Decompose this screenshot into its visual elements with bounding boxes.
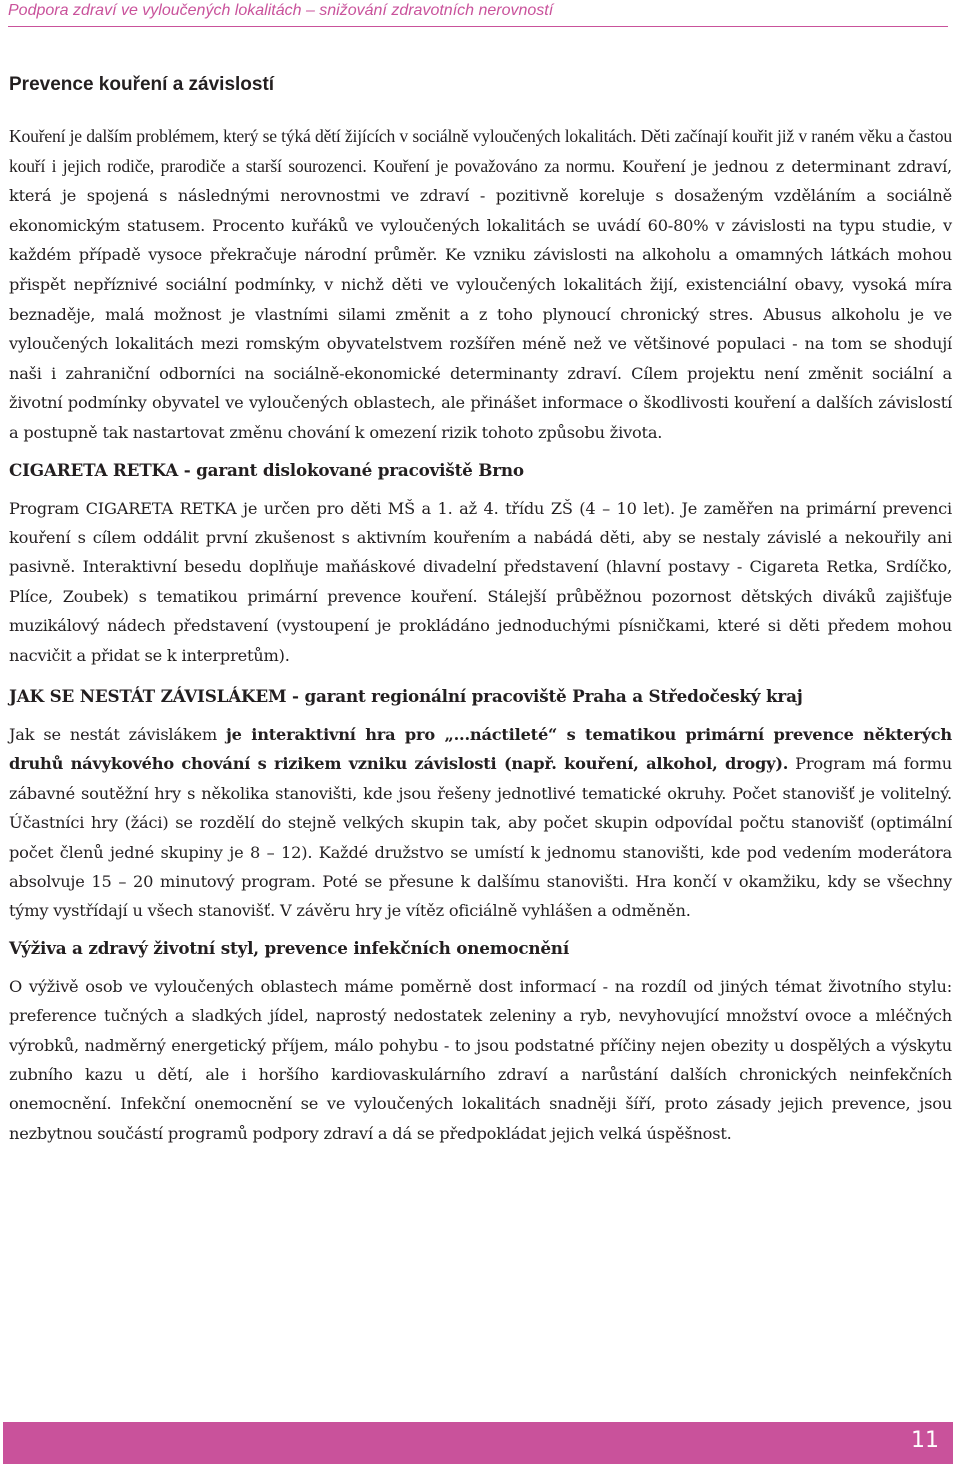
paragraph-jak-intro: Jak se nestát závislákem — [9, 724, 227, 744]
page-number: 11 — [911, 1428, 939, 1453]
paragraph-prevence-serif: Kouření je dalším problémem, který se týká dětí žijících v sociálně vyloučených lokalitách. Děti začínají kouřit již v raném věku a častou kouří i jejich rodiče, prarodiče a starší sourozenci. Kouření je považováno za normu. — [9, 126, 952, 176]
section-heading-prevence: Prevence kouření a závislostí — [9, 74, 275, 95]
section-heading-cigareta: CIGARETA RETKA - garant dislokované pracoviště Brno — [9, 459, 524, 480]
paragraph-jak-rest: Program má formu zábavné soutěžní hry s několika stanovišti, kde jsou řešeny jednotlivé tematické okruhy. Počet stanovišť je volitelný. Účastníci hry (žáci) se rozdělí do stejně velkých skupin tak, aby počet skupin odpovídal počtu stanovišť (optimální počet členů jedné skupiny je 8 – 12). Každé družstvo se umístí k jednomu stanovišti, kde pod vedením moderátora absolvuje 15 – 20 minutový program. Poté se přesune k dalšímu stanovišti. Hra končí v okamžiku, kdy se všechny týmy vystřídají u všech stanovišť. V závěru hry je vítěz oficiálně vyhlášen a odměněn. — [9, 754, 953, 921]
paragraph-vyziva: O výživě osob ve vyloučených oblastech máme poměrně dost informací - na rozdíl od jiných témat životního stylu: preference tučných a sladkých jídel, naprostý nedostatek zeleniny a ryb, nevyhovující množství ovoce a mléčných výrobků, nadměrný energetický příjem, málo pohybu - to jsou podstatné příčiny nejen obezity u dospělých a výskytu zubního kazu u dětí, ale i horšího kardiovaskulárního zdraví a narůstání dalších chronických neinfekčních onemocnění. Infekční onemocnění se ve vyloučených lokalitách snadněji šíří, proto zásady jejich prevence, jsou nezbytnou součástí programů podpory zdraví a dá se předpokládat jejich velká úspěšnost. — [9, 976, 952, 1143]
section-heading-vyziva: Výživa a zdravý životní styl, prevence infekčních onemocnění — [9, 937, 569, 958]
paragraph-jak-bold: je interaktivní hra pro „...náctileté“ s tematikou primární prevence některých druhů návykového chování s rizikem vzniku závislosti (např. kouření, alkohol, drogy). — [9, 724, 952, 774]
paragraph-cigareta: Program CIGARETA RETKA je určen pro děti MŠ a 1. až 4. třídu ZŠ (4 – 10 let). Je zaměřen na primární prevenci kouření s cílem oddálit první zkušenost s aktivním kouřením a nabádá děti, aby se nestaly závislé a nekouřily ani pasivně. Interaktivní besedu doplňuje maňáskové divadelní představení (hlavní postavy - Cigareta Retka, Srdíčko, Plíce, Zoubek) s tematikou primární prevence kouření. Stálejší průběžnou pozornost dětských diváků zajišťuje muzikálový nádech představení (vystoupení je prokládáno jednoduchými písničkami, které si děti předem mohou nacvičit a přidat se k interpretům). — [9, 498, 952, 665]
running-header: Podpora zdraví ve vyloučených lokalitách – snižování zdravotních nerovností — [8, 2, 948, 27]
paragraph-prevence-rest: Kouření je jednou z determinant zdraví, která je spojená s následnými nerovnostmi ve zdraví - pozitivně koreluje s dosaženým vzděláním a sociálně ekonomickým statusem. Procento kuřáků ve vyloučených lokalitách se uvádí 60-80% v závislosti na typu studie, v každém případě vysoce překračuje národní průměr. Ke vzniku závislosti na alkoholu a omamných látkách mohou přispět nepříznivé sociální podmínky, v nichž děti ve vyloučených lokalitách žijí, existenciální obavy, vysoká míra beznaděje, malá možnost je vlastními silami změnit a z toho plynoucí chronický stres. Abusus alkoholu je ve vyloučených lokalitách mezi romským obyvatelstvem rozšířen méně než ve většinové populaci - na tom se shodují naši i zahraniční odborníci na sociálně-ekonomické determinanty zdraví. Cílem projektu není změnit sociální a životní podmínky obyvatel ve vyloučených oblastech, ale přinášet informace o škodlivosti kouření a dalších závislostí a postupně tak nastartovat změnu chování k omezení rizik tohoto způsobu života. — [9, 156, 952, 442]
footer-bar — [3, 1422, 953, 1464]
paragraph-jak — [9, 720, 952, 926]
page-content — [9, 74, 952, 1148]
section-heading-jak: JAK SE NESTÁT ZÁVISLÁKEM - garant regionální pracoviště Praha a Středočeský kraj — [9, 685, 803, 706]
paragraph-prevence — [9, 122, 952, 448]
